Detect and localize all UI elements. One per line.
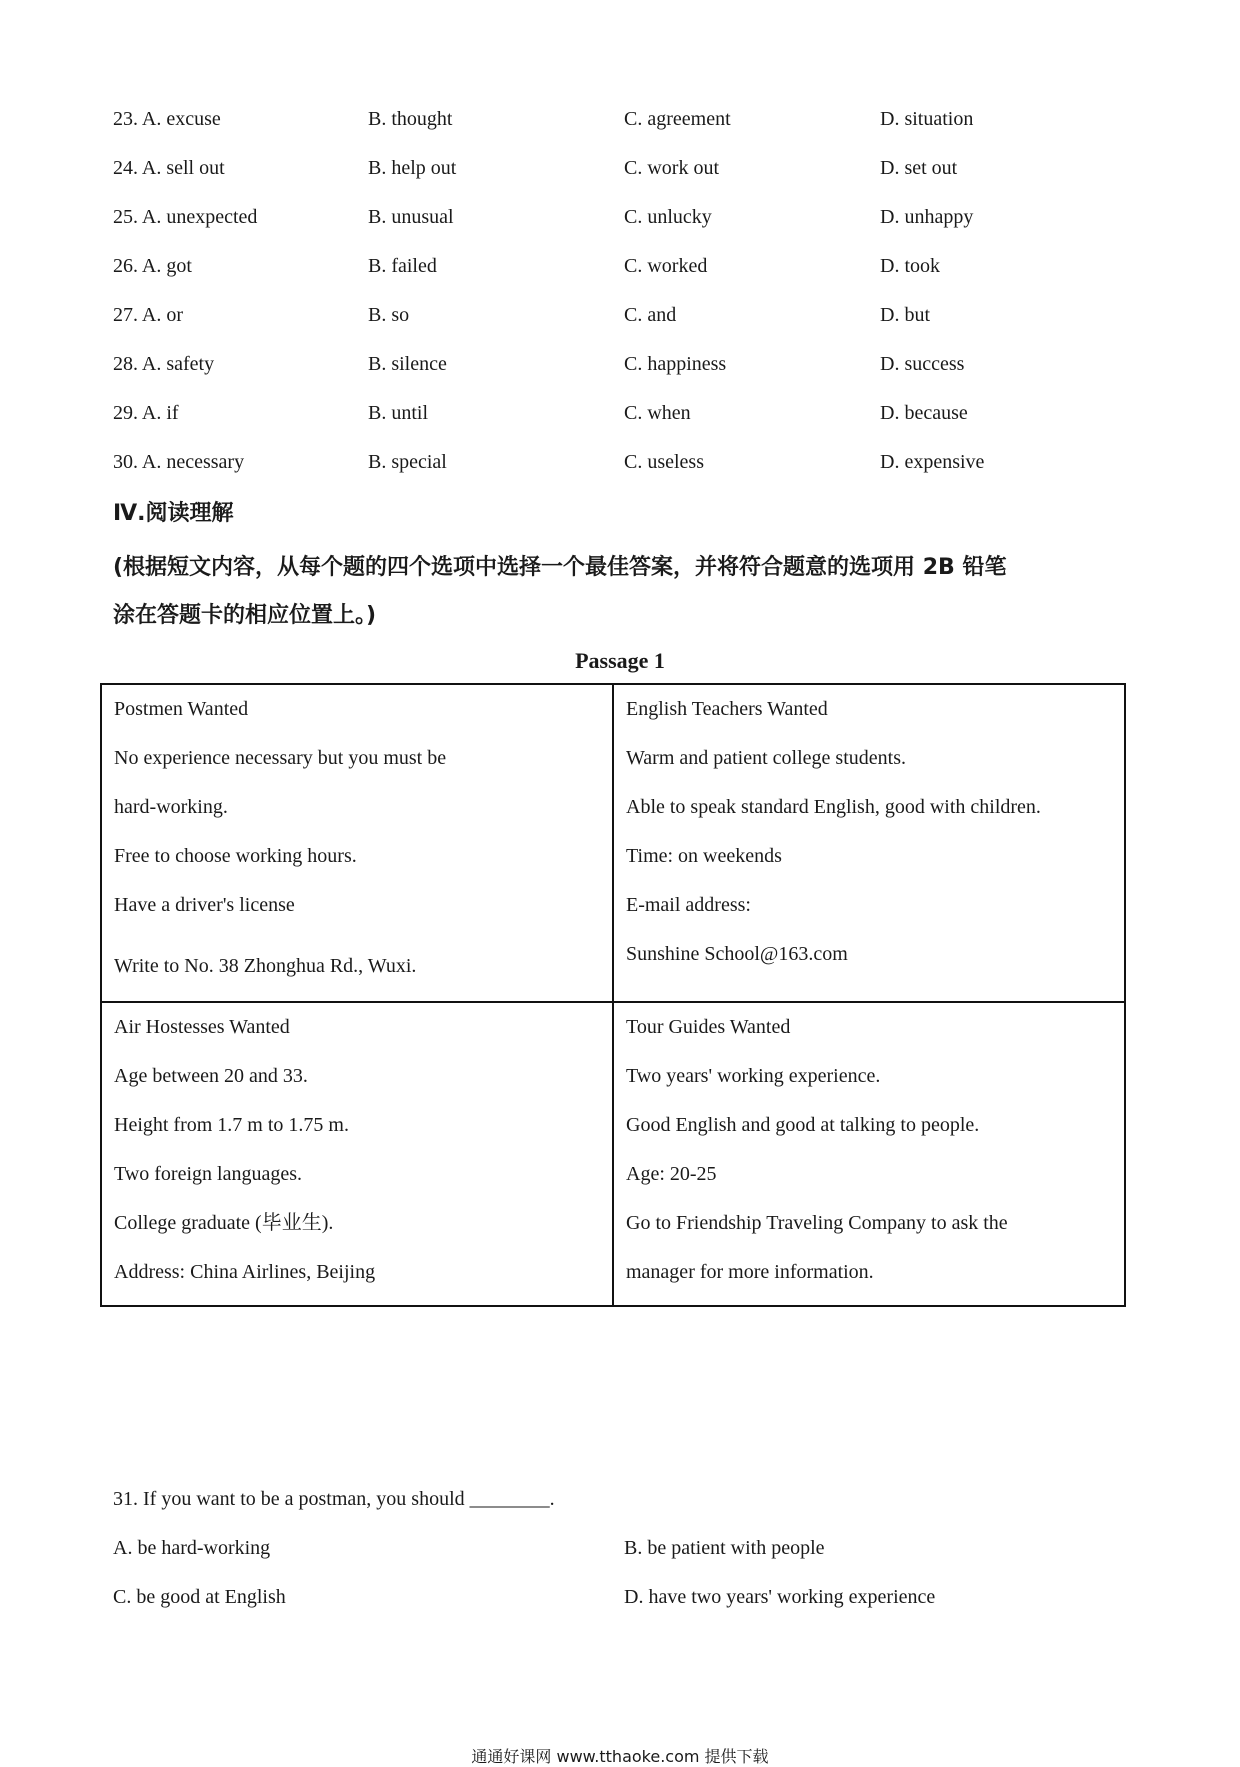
option-d: D. took [880,255,940,277]
ad-tour-guides [613,1002,1125,1306]
ad-heading: Air Hostesses Wanted [114,1016,290,1038]
answer-option-d[interactable]: D. have two years' working experience [624,1586,936,1608]
option-a: 26. A. got [113,255,192,277]
ad-heading: Postmen Wanted [114,698,249,720]
passage-title: Passage 1 [575,648,665,673]
page-footer: 通通好课网 www.tthaoke.com 提供下载 [471,1747,769,1766]
ad-line: Free to choose working hours. [114,845,357,867]
ad-line: Have a driver's license [114,894,295,916]
option-b: B. special [368,451,447,473]
option-c: C. when [624,402,691,424]
option-row [113,157,1113,187]
ad-line: Address: China Airlines, Beijing [114,1261,376,1283]
ad-line: Age between 20 and 33. [114,1065,308,1087]
ads-table [100,683,1126,1307]
option-row [113,108,1113,138]
answer-option-c[interactable]: C. be good at English [113,1586,286,1608]
option-d: D. because [880,402,968,424]
option-b: B. thought [368,108,453,130]
option-b: B. failed [368,255,437,277]
option-a: 30. A. necessary [113,451,245,473]
ad-line: Go to Friendship Traveling Company to ask the [626,1212,1008,1234]
option-c: C. worked [624,255,708,277]
option-b: B. until [368,402,429,424]
section-instruction [113,544,1133,640]
ad-line: Two years' working experience. [626,1065,881,1087]
ad-english-teachers [613,684,1125,1002]
ads-table-row [101,684,1125,1002]
ad-line: Able to speak standard English, good with children. [626,796,1041,818]
ad-line: No experience necessary but you must be [114,747,447,769]
instruction-line: (根据短文内容，从每个题的四个选项中选择一个最佳答案，并将符合题意的选项用 2B 铅笔 [113,555,1007,580]
ad-heading: Tour Guides Wanted [626,1016,791,1038]
option-row [113,206,1113,236]
ad-line: Write to No. 38 Zhonghua Rd., Wuxi. [114,955,417,977]
answer-option-b[interactable]: B. be patient with people [624,1537,825,1559]
option-d: D. success [880,353,965,375]
option-row [113,451,1113,481]
option-c: C. and [624,304,677,326]
option-b: B. help out [368,157,457,179]
option-d: D. set out [880,157,958,179]
option-a: 28. A. safety [113,353,215,375]
ad-line: Sunshine School@163.com [626,943,848,965]
instruction-line: 涂在答题卡的相应位置上。) [113,603,377,628]
ad-line: Two foreign languages. [114,1163,302,1185]
option-row [113,255,1113,285]
answer-option-a[interactable]: A. be hard-working [113,1537,271,1559]
option-c: C. work out [624,157,719,179]
ad-postmen [101,684,613,1002]
option-d: D. but [880,304,930,326]
option-row [113,353,1113,383]
ad-line: manager for more information. [626,1261,874,1283]
option-c: C. unlucky [624,206,712,228]
option-a: 24. A. sell out [113,157,225,179]
option-c: C. agreement [624,108,731,130]
ad-line: Warm and patient college students. [626,747,906,769]
option-a: 25. A. unexpected [113,206,258,228]
ad-line: Time: on weekends [626,845,782,867]
option-d: D. situation [880,108,974,130]
ad-line: hard-working. [114,796,228,818]
ad-line: Height from 1.7 m to 1.75 m. [114,1114,349,1136]
option-c: C. happiness [624,353,727,375]
option-b: B. so [368,304,410,326]
ad-heading: English Teachers Wanted [626,698,828,720]
ad-line: E-mail address: [626,894,751,916]
option-row [113,402,1113,432]
option-a: 27. A. or [113,304,183,326]
option-d: D. expensive [880,451,985,473]
ad-line: Good English and good at talking to people. [626,1114,980,1136]
question-stem: 31. If you want to be a postman, you should ________. [113,1488,555,1510]
section-title: Ⅳ.阅读理解 [113,501,234,526]
ad-air-hostesses [101,1002,613,1306]
ads-table-row [101,1002,1125,1306]
option-a: 29. A. if [113,402,179,424]
option-c: C. useless [624,451,704,473]
option-d: D. unhappy [880,206,974,228]
option-b: B. unusual [368,206,454,228]
ad-line: Age: 20-25 [626,1163,717,1185]
option-b: B. silence [368,353,447,375]
ad-line: College graduate (毕业生). [114,1212,334,1234]
option-row [113,304,1113,334]
option-a: 23. A. excuse [113,108,221,130]
